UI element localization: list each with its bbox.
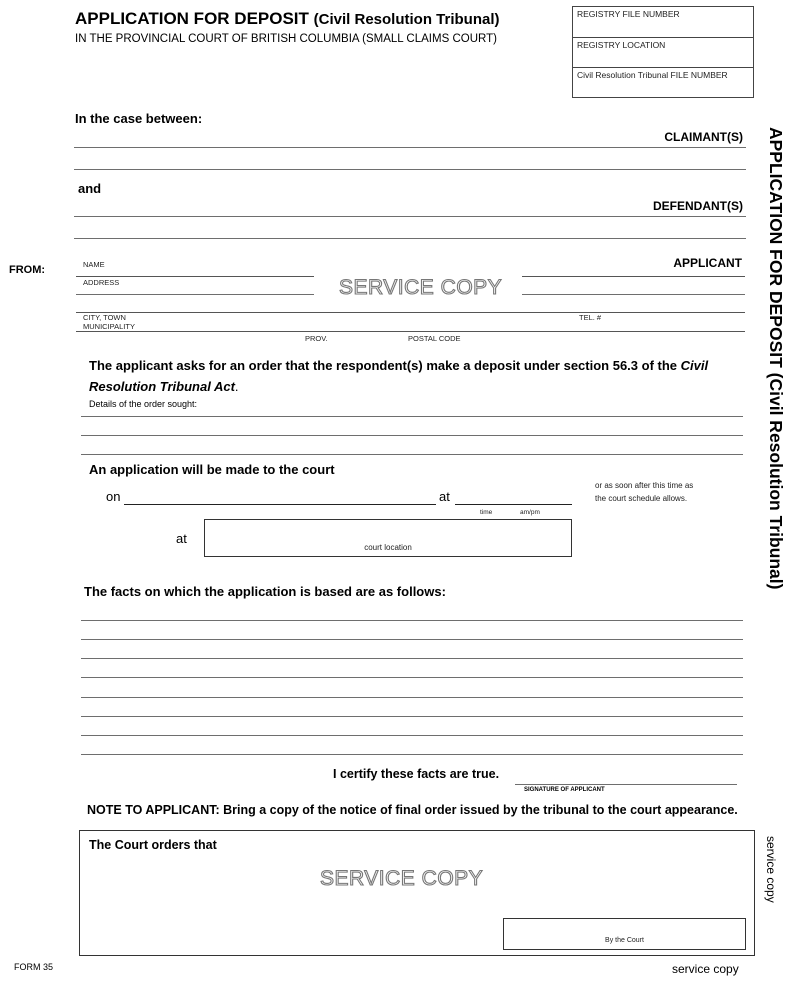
- address-label: ADDRESS: [83, 278, 120, 287]
- court-orders-box[interactable]: [79, 830, 755, 956]
- court-orders-heading: The Court orders that: [89, 838, 217, 852]
- facts-line-3[interactable]: [81, 658, 743, 659]
- form-number: FORM 35: [14, 962, 54, 972]
- form-title-sub: (Civil Resolution Tribunal): [313, 11, 500, 28]
- details-line-2[interactable]: [81, 435, 743, 436]
- by-the-court-label: By the Court: [605, 937, 644, 944]
- order-request-text-main: The applicant asks for an order that the respondent(s) make a deposit under section 56.3 of the: [89, 358, 681, 373]
- schedule-note-line-1: or as soon after this time as: [595, 481, 694, 490]
- facts-heading: The facts on which the application is based are as follows:: [84, 584, 446, 599]
- registry-file-number-field[interactable]: [572, 6, 754, 38]
- court-location-label: court location: [364, 543, 412, 552]
- at-location-label: at: [176, 531, 187, 546]
- act-name-part2: Resolution Tribunal Act: [89, 379, 235, 394]
- order-request-text: [89, 355, 729, 397]
- registry-file-number-label: REGISTRY FILE NUMBER: [577, 9, 680, 19]
- vertical-service-copy: service copy: [764, 836, 778, 903]
- case-between-label: In the case between:: [75, 111, 203, 126]
- defendant-line-2[interactable]: [74, 238, 746, 239]
- signature-line[interactable]: [515, 784, 737, 785]
- signature-label: SIGNATURE OF APPLICANT: [524, 787, 605, 793]
- form-title: [75, 9, 500, 29]
- on-label: on: [106, 489, 121, 504]
- details-line-1[interactable]: [81, 416, 743, 417]
- name-line[interactable]: [76, 276, 314, 277]
- name-label: NAME: [83, 260, 105, 269]
- time-label: time: [480, 509, 493, 516]
- registry-location-field[interactable]: [572, 37, 754, 68]
- facts-line-6[interactable]: [81, 716, 743, 717]
- claimant-line-1[interactable]: [74, 147, 746, 148]
- city-label-line-2: MUNICIPALITY: [83, 322, 135, 331]
- claimant-line-2[interactable]: [74, 169, 746, 170]
- schedule-note: [595, 479, 693, 505]
- footer-service-copy: service copy: [672, 962, 739, 976]
- court-location-field[interactable]: [204, 519, 572, 557]
- claimant-label: CLAIMANT(S): [664, 130, 743, 144]
- applicant-label: APPLICANT: [673, 256, 742, 270]
- city-line-top[interactable]: [76, 312, 745, 313]
- postal-code-label: POSTAL CODE: [408, 334, 461, 343]
- crt-file-number-label: Civil Resolution Tribunal FILE NUMBER: [577, 70, 728, 80]
- vertical-form-title: APPLICATION FOR DEPOSIT (Civil Resolution Tribunal): [766, 127, 786, 590]
- applicant-line-1[interactable]: [522, 276, 745, 277]
- defendant-label: DEFENDANT(S): [653, 199, 743, 213]
- prov-label: PROV.: [305, 334, 328, 343]
- address-line[interactable]: [76, 294, 314, 295]
- facts-line-8[interactable]: [81, 754, 743, 755]
- date-field[interactable]: [124, 504, 436, 505]
- registry-location-label: REGISTRY LOCATION: [577, 40, 666, 50]
- city-line-bottom[interactable]: [76, 331, 745, 332]
- facts-line-1[interactable]: [81, 620, 743, 621]
- details-label: Details of the order sought:: [89, 399, 198, 409]
- order-request-period: .: [234, 379, 239, 394]
- court-name: IN THE PROVINCIAL COURT OF BRITISH COLUMBIA (SMALL CLAIMS COURT): [75, 33, 497, 45]
- facts-line-4[interactable]: [81, 677, 743, 678]
- tel-label: TEL. #: [579, 313, 602, 322]
- facts-line-7[interactable]: [81, 735, 743, 736]
- by-the-court-box[interactable]: [503, 918, 746, 950]
- facts-line-2[interactable]: [81, 639, 743, 640]
- city-label: [83, 313, 135, 331]
- from-label: FROM:: [9, 264, 46, 276]
- service-copy-watermark-bottom: SERVICE COPY: [320, 867, 484, 890]
- time-field[interactable]: [455, 504, 572, 505]
- schedule-note-line-2: the court schedule allows.: [595, 494, 688, 503]
- ampm-label: am/pm: [520, 509, 540, 516]
- form-title-main: APPLICATION FOR DEPOSIT: [75, 9, 309, 28]
- defendant-line-1[interactable]: [74, 216, 746, 217]
- at-time-label: at: [439, 489, 450, 504]
- details-line-3[interactable]: [81, 454, 743, 455]
- certify-text: I certify these facts are true.: [333, 767, 500, 781]
- service-copy-watermark-top: SERVICE COPY: [339, 276, 503, 299]
- crt-file-number-field[interactable]: [572, 67, 754, 98]
- note-to-applicant: NOTE TO APPLICANT: Bring a copy of the notice of final order issued by the tribunal to the court appearance.: [87, 803, 738, 817]
- and-label: and: [78, 181, 102, 196]
- facts-line-5[interactable]: [81, 697, 743, 698]
- city-label-line-1: CITY, TOWN: [83, 313, 126, 322]
- act-name-part1: Civil: [680, 358, 709, 373]
- applicant-line-2[interactable]: [522, 294, 745, 295]
- hearing-heading: An application will be made to the court: [89, 462, 335, 477]
